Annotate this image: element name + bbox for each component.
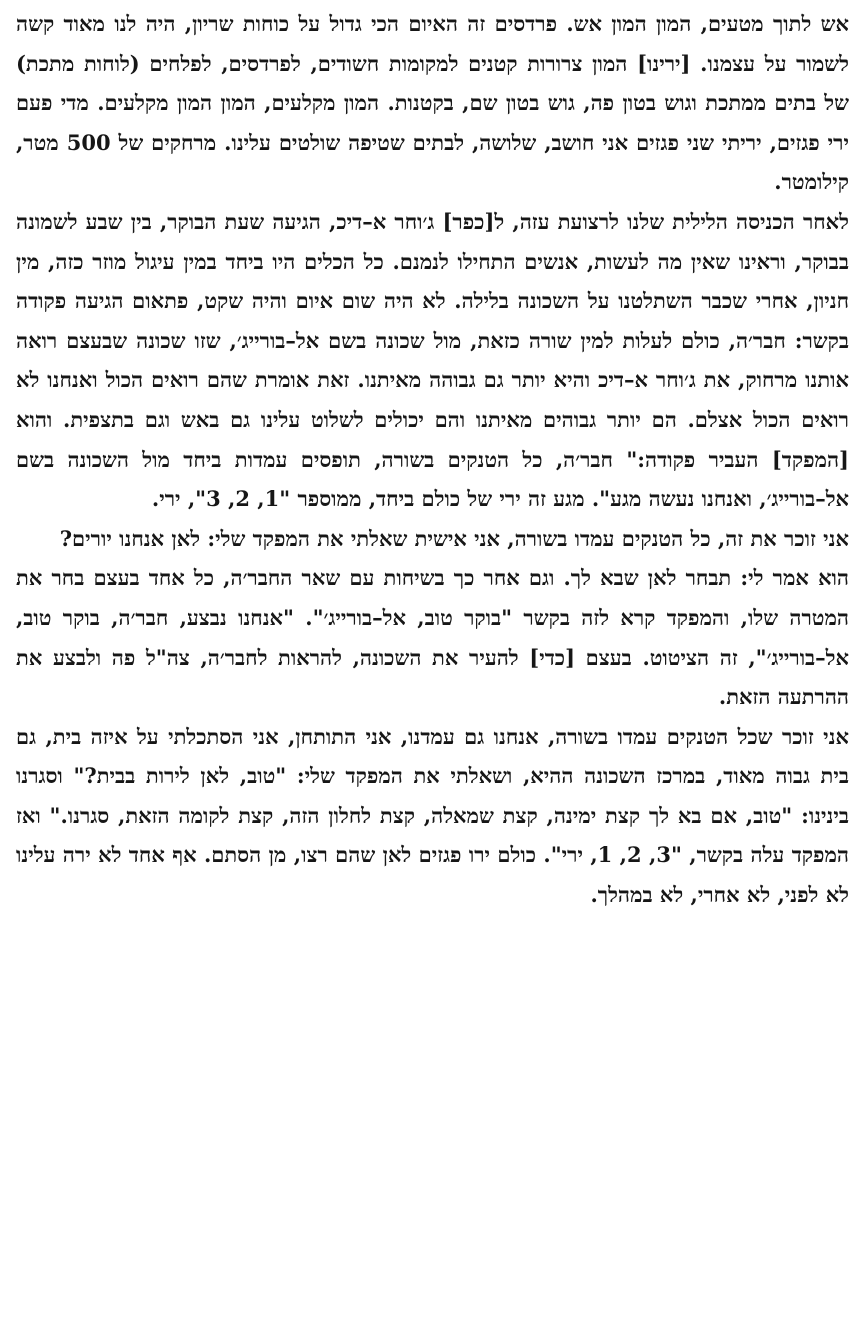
paragraph-4: הוא אמר לי: תבחר לאן שבא לך. וגם אחר כך בשיחות עם שאר החבר׳ה, כל אחד בעצם בחר את המטרה שלו, והמפקד קרא לזה בקשר "בוקר טוב, אל–בורייג׳". "אנחנו נבצע, חבר׳ה, בוקר טוב, אל–בורייג׳", זה הציטוט. בעצם [כדי] להעיר את השכונה, להראות לחבר׳ה, צה"ל פה ולבצע את ההרתעה הזאת. [16,565,849,710]
paragraph-2: לאחר הכניסה הלילית שלנו לרצועת עזה, ל[כפר] ג׳וחר א–דיכ, הגיעה שעת הבוקר, בין שבע לשמונה בבוקר, וראינו שאין מה לעשות, אנשים התחילו לנמנם. כל הכלים היו ביחד במין עיגול מוזר כזה, מין חניון, אחרי שכבר השתלטנו על השכונה בלילה. לא היה שום איום והיה שקט, פתאום הגיעה פקודה בקשר: חבר׳ה, כולם לעלות למין שורה כזאת, מול שכונה בשם אל–בורייג׳, שזו שכונה שבעצם רואה אותנו מרחוק, את ג׳וחר א–דיכ והיא יותר גם גבוהה מאיתנו. זאת אומרת שהם רואים הכול ואנחנו לא רואים הכול אצלם. הם יותר גבוהים מאיתנו והם יכולים לשלוט עלינו גם באש וגם בתצפית. והוא [המפקד] העביר פקודה:" חבר׳ה, כל הטנקים בשורה, תופסים עמדות ביחד מול השכונה בשם אל–בורייג׳, ואנחנו נעשה מגע". מגע זה ירי של כולם ביחד, ממוספר "1, 2, 3", ירי. [16,208,849,512]
paragraph-3: אני זוכר את זה, כל הטנקים עמדו בשורה, אני אישית שאלתי את המפקד שלי: לאן אנחנו יורים? [59,525,849,551]
paragraph-5: אני זוכר שכל הטנקים עמדו בשורה, אנחנו גם עמדנו, אני התותחן, אני הסתכלתי על איזה בית, גם בית גבוה מאוד, במרכז השכונה ההיא, ושאלתי את המפקד שלי: "טוב, לאן לירות בבית?" וסגרנו בינינו: "טוב, אם בא לך קצת ימינה, קצת שמאלה, קצת לחלון הזה, קצת לקומה הזאת, סגרנו." ואז המפקד עלה בקשר, "3, 2, 1, ירי". כולם ירו פגזים לאן שהם רצו, מן הסתם. אף אחד לא ירה עלינו לא לפני, לא אחרי, לא במהלך. [16,723,849,908]
paragraph-1: אש לתוך מטעים, המון המון אש. פרדסים זה האיום הכי גדול על כוחות שריון, היה לנו מאוד קשה לשמור על עצמנו. [ירינו] המון צרורות קטנים למקומות חשודים, לפרדסים, לפלחים (לוחות מתכת) של בתים ממתכת וגוש בטון פה, גוש בטון שם, בקטנות. המון מקלעים, המון המון מקלעים. מדי פעם ירי פגזים, יריתי שני פגזים אני חושב, שלושה, לבתים שטיפה שולטים עלינו. מרחקים של 500 מטר, קילומטר. [16,11,849,195]
